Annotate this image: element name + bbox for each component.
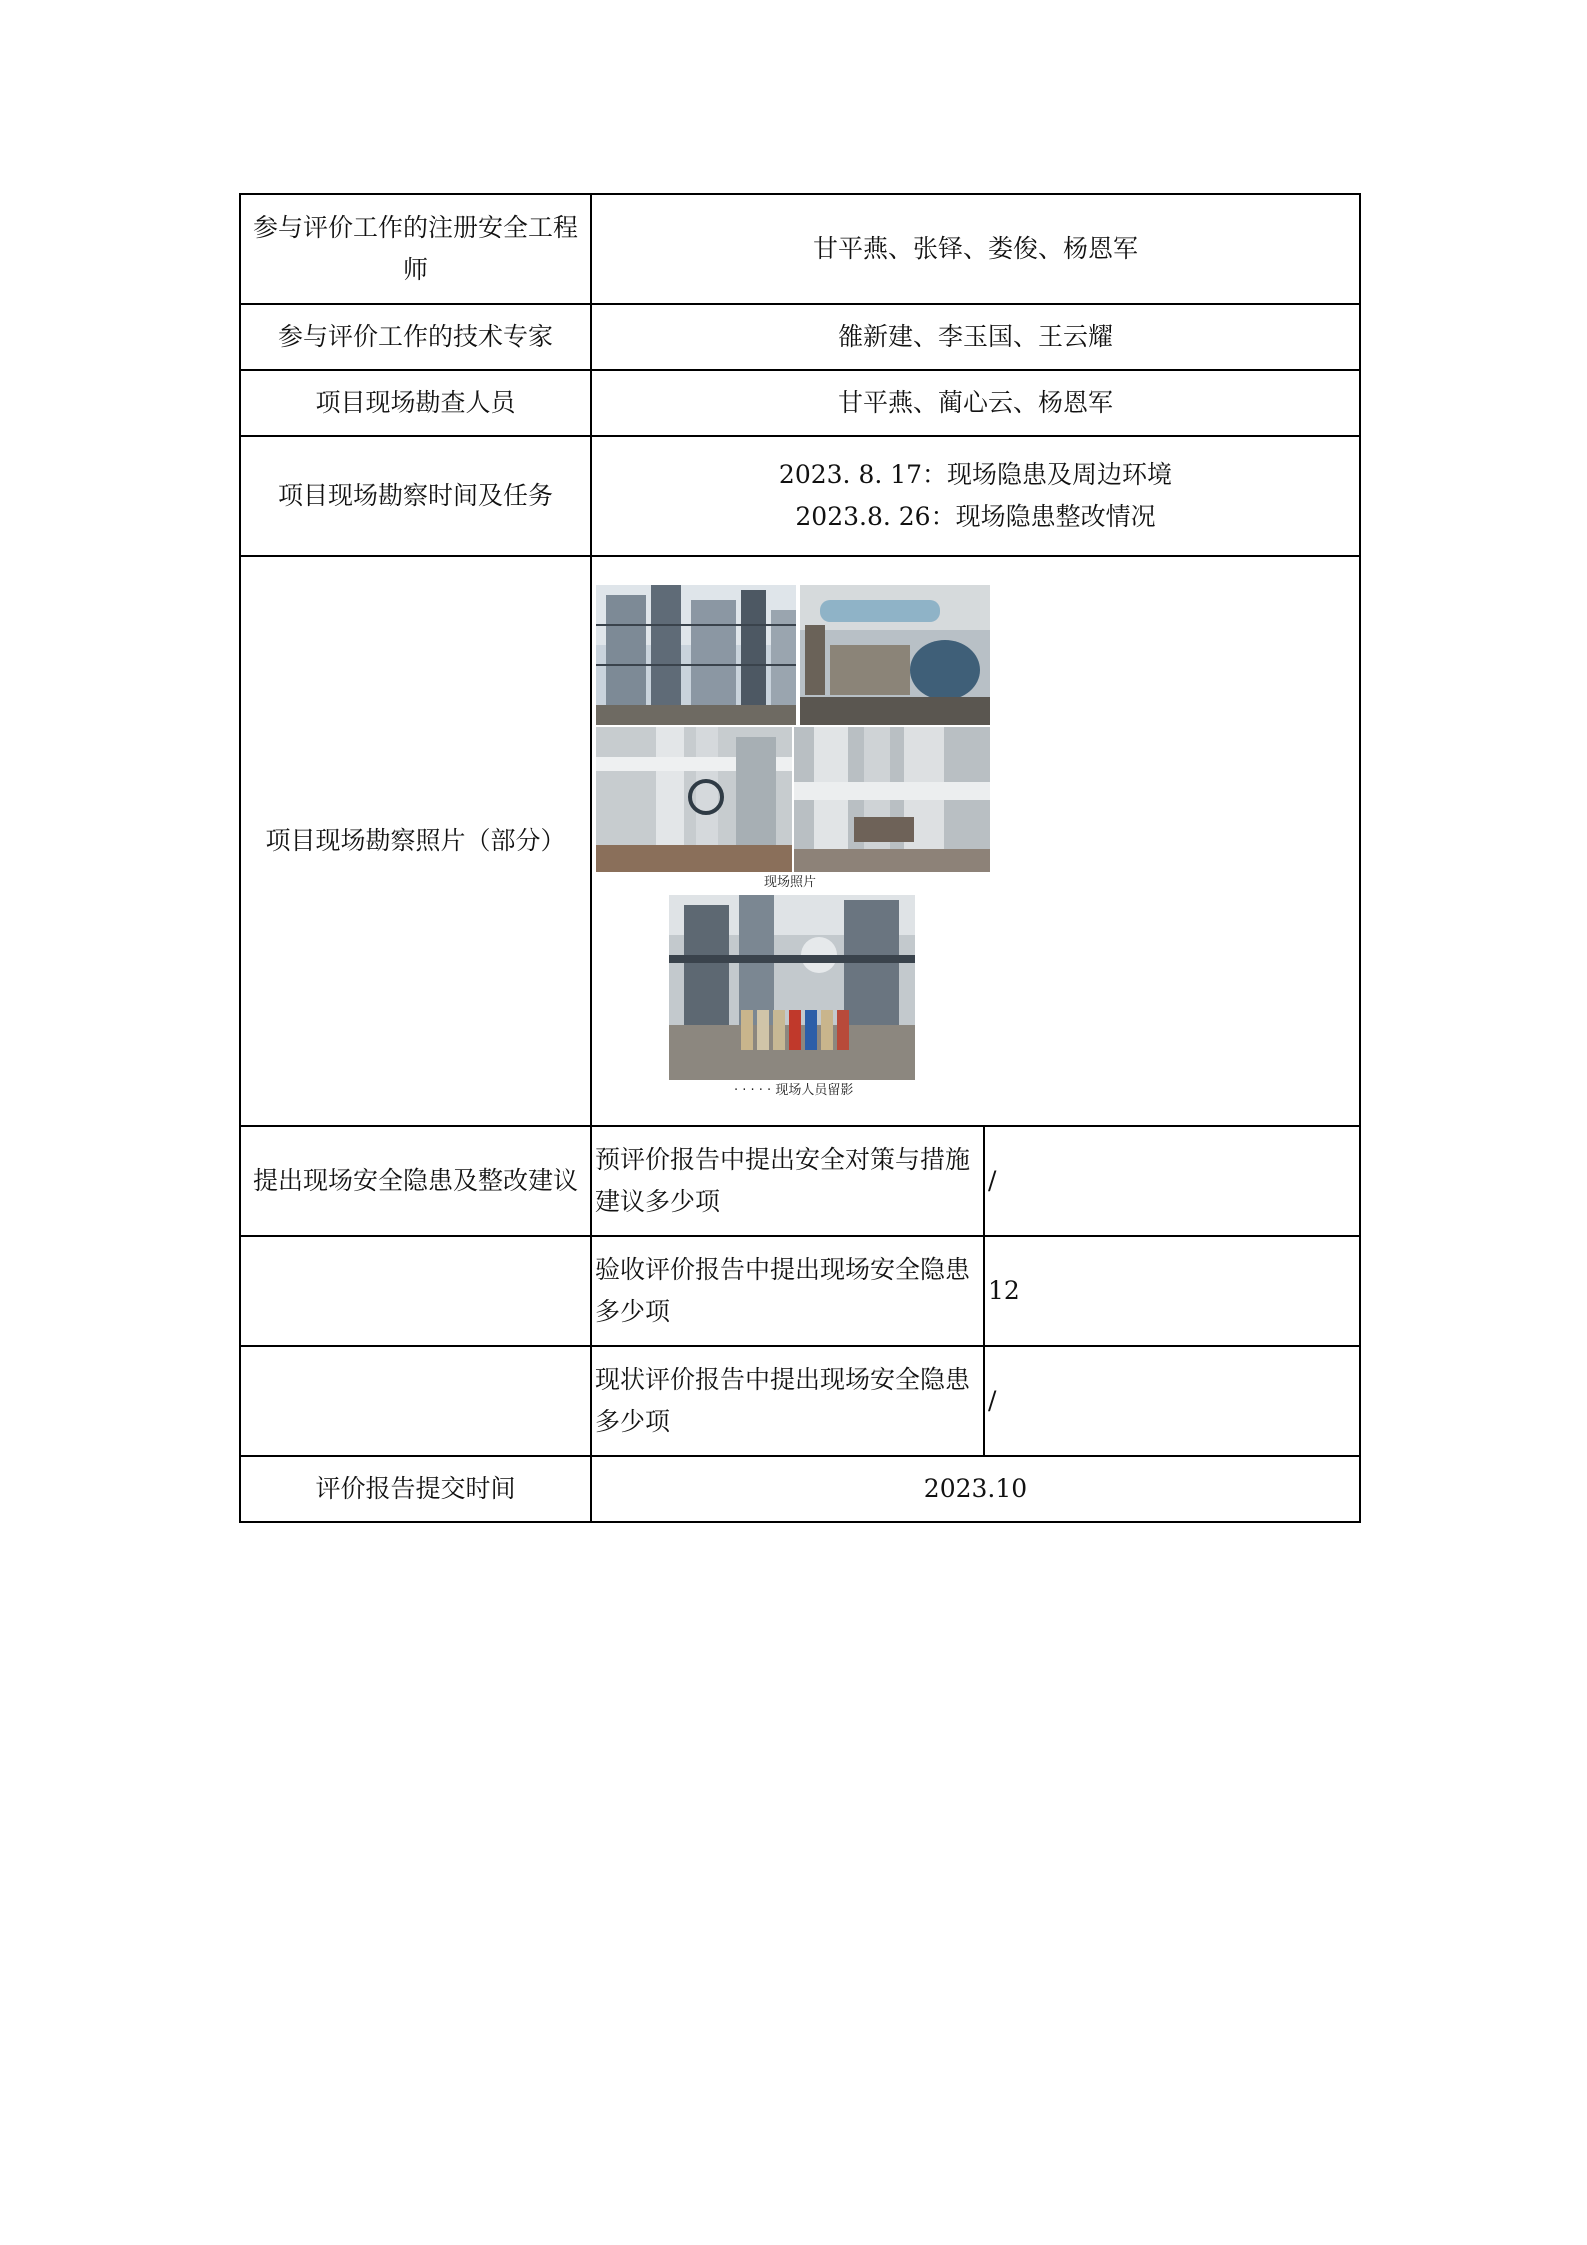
value-technical-experts: 雒新建、李玉国、王云耀 [591,304,1360,370]
value-registered-engineers: 甘平燕、张铎、娄俊、杨恩军 [591,194,1360,304]
evaluation-info-table [239,193,1361,1523]
sub-value-status-evaluation: / [984,1346,1360,1456]
site-photo-structure [596,585,796,725]
site-photo-group [669,895,915,1080]
label-submission-time: 评价报告提交时间 [240,1456,591,1522]
label-site-inspectors: 项目现场勘查人员 [240,370,591,436]
sub-label-status-evaluation: 现状评价报告中提出现场安全隐患多少项 [591,1346,984,1456]
row-hazard-recommendations-3 [240,1346,1360,1456]
site-photos-caption: 现场照片 [764,875,817,890]
label-inspection-schedule: 项目现场勘察时间及任务 [240,436,591,556]
label-hazard-recommendations: 提出现场安全隐患及整改建议 [240,1126,591,1236]
site-photo-valves [596,727,792,872]
site-photos-cell [591,556,1360,1126]
row-hazard-recommendations-1 [240,1126,1360,1236]
sub-label-acceptance-evaluation: 验收评价报告中提出现场安全隐患多少项 [591,1236,984,1346]
row-site-photos [240,556,1360,1126]
empty-label-cell [240,1346,591,1456]
value-site-inspectors: 甘平燕、蔺心云、杨恩军 [591,370,1360,436]
row-registered-engineers [240,194,1360,304]
empty-label-cell [240,1236,591,1346]
row-inspection-schedule [240,436,1360,556]
label-technical-experts: 参与评价工作的技术专家 [240,304,591,370]
label-registered-engineers: 参与评价工作的注册安全工程师 [240,194,591,304]
schedule-line-1: 2023. 8. 17：现场隐患及周边环境 [778,460,1173,489]
row-technical-experts [240,304,1360,370]
sub-label-pre-evaluation: 预评价报告中提出安全对策与措施建议多少项 [591,1126,984,1236]
row-hazard-recommendations-2 [240,1236,1360,1346]
sub-value-acceptance-evaluation: 12 [984,1236,1360,1346]
group-photo-caption: · · · · · 现场人员留影 [734,1083,854,1098]
value-inspection-schedule [591,436,1360,556]
site-photo-pump [800,585,990,725]
schedule-line-2: 2023.8. 26：现场隐患整改情况 [795,502,1156,531]
site-photo-insulated-pipes [794,727,990,872]
value-submission-time: 2023.10 [591,1456,1360,1522]
sub-value-pre-evaluation: / [984,1126,1360,1236]
row-site-inspectors [240,370,1360,436]
row-submission-time [240,1456,1360,1522]
label-site-photos: 项目现场勘察照片（部分） [240,556,591,1126]
